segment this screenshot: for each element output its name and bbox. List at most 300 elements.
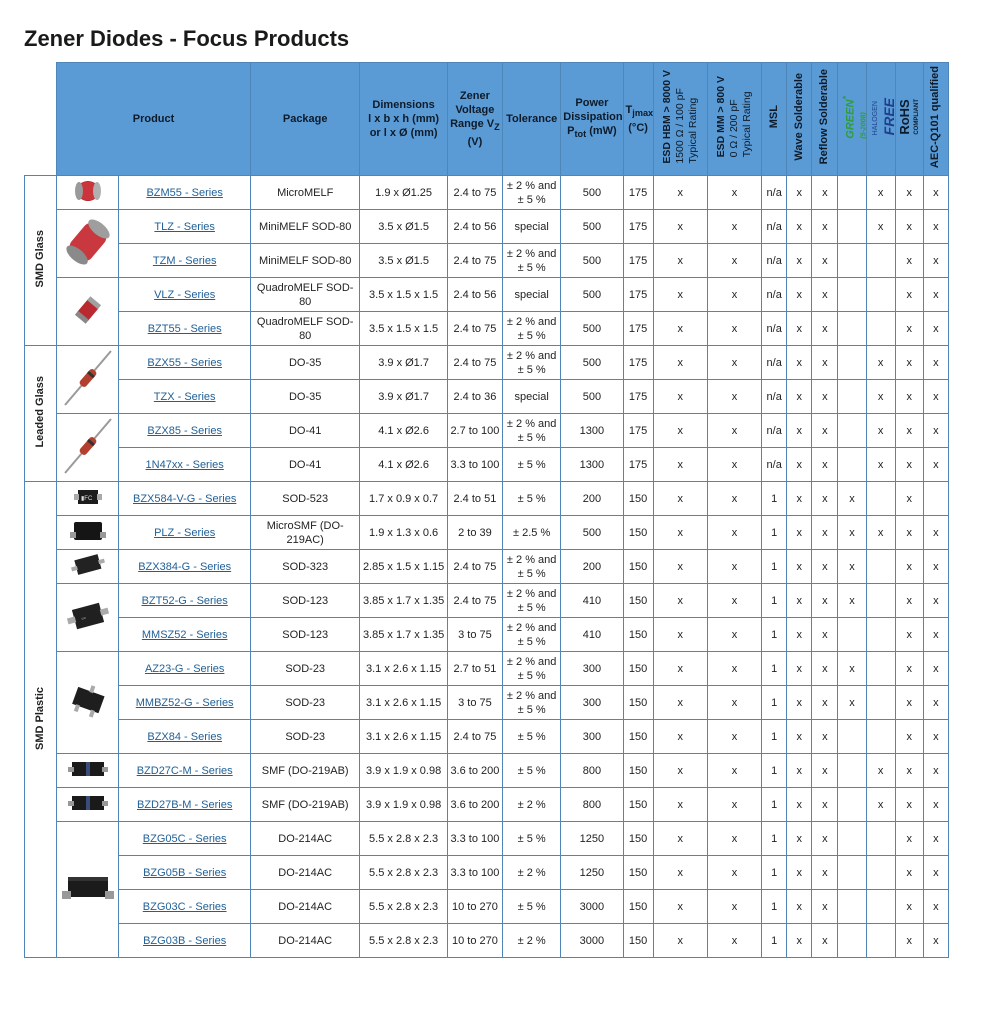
product-cell bbox=[119, 788, 251, 822]
green-cell: x bbox=[838, 482, 866, 516]
halogen-logo-l2: FREE bbox=[880, 98, 897, 136]
hbm-cell: x bbox=[653, 550, 707, 584]
halogen-cell bbox=[866, 244, 895, 278]
product-cell bbox=[119, 618, 251, 652]
header-msl bbox=[762, 63, 787, 176]
product-link[interactable]: BZM55 - Series bbox=[146, 186, 223, 199]
mm-cell: x bbox=[707, 584, 761, 618]
wave-cell: x bbox=[787, 278, 812, 312]
product-link[interactable]: TZX - Series bbox=[153, 390, 216, 403]
reflow-cell: x bbox=[812, 890, 838, 924]
vz-cell: 2.4 to 56 bbox=[447, 278, 502, 312]
dim-cell: 3.85 x 1.7 x 1.35 bbox=[360, 584, 447, 618]
dim-cell: 3.5 x Ø1.5 bbox=[360, 210, 447, 244]
tol-cell: special bbox=[503, 380, 561, 414]
tol-cell: special bbox=[503, 278, 561, 312]
product-cell bbox=[119, 312, 251, 346]
product-link[interactable]: BZG03B - Series bbox=[143, 934, 227, 947]
hbm-cell: x bbox=[653, 414, 707, 448]
package-cell: DO-41 bbox=[250, 414, 359, 448]
msl-cell: n/a bbox=[762, 176, 787, 210]
package-cell: SOD-23 bbox=[250, 720, 359, 754]
wave-cell: x bbox=[787, 482, 812, 516]
wave-cell: x bbox=[787, 550, 812, 584]
wave-cell: x bbox=[787, 720, 812, 754]
group-smd-glass bbox=[25, 176, 57, 346]
halogen-cell bbox=[866, 686, 895, 720]
reflow-cell: x bbox=[812, 244, 838, 278]
reflow-cell: x bbox=[812, 550, 838, 584]
product-cell bbox=[119, 856, 251, 890]
header-wave-label: Wave Solderable bbox=[792, 73, 805, 161]
package-cell: QuadroMELF SOD-80 bbox=[250, 312, 359, 346]
mm-cell: x bbox=[707, 414, 761, 448]
table-row bbox=[25, 210, 949, 244]
aec-cell: x bbox=[923, 550, 948, 584]
product-cell bbox=[119, 890, 251, 924]
msl-cell: 1 bbox=[762, 856, 787, 890]
wave-cell: x bbox=[787, 210, 812, 244]
dim-cell: 3.1 x 2.6 x 1.15 bbox=[360, 686, 447, 720]
halogen-cell bbox=[866, 278, 895, 312]
mm-cell: x bbox=[707, 550, 761, 584]
green-cell bbox=[838, 856, 866, 890]
msl-cell: 1 bbox=[762, 822, 787, 856]
package-cell: MicroSMF (DO-219AC) bbox=[250, 516, 359, 550]
rohs-cell: x bbox=[895, 312, 923, 346]
tj-cell: 150 bbox=[623, 822, 653, 856]
green-cell: x bbox=[838, 550, 866, 584]
product-link[interactable]: 1N47xx - Series bbox=[145, 458, 224, 471]
package-cell: MiniMELF SOD-80 bbox=[250, 210, 359, 244]
product-cell bbox=[119, 652, 251, 686]
vz-cell: 2.4 to 75 bbox=[447, 584, 502, 618]
tj-cell: 150 bbox=[623, 890, 653, 924]
reflow-cell: x bbox=[812, 788, 838, 822]
product-link[interactable]: BZX55 - Series bbox=[147, 356, 222, 369]
hbm-cell: x bbox=[653, 686, 707, 720]
dim-cell: 5.5 x 2.8 x 2.3 bbox=[360, 890, 447, 924]
reflow-cell: x bbox=[812, 312, 838, 346]
header-tj bbox=[623, 63, 653, 176]
tj-cell: 175 bbox=[623, 380, 653, 414]
product-link[interactable]: BZG05B - Series bbox=[143, 866, 227, 879]
msl-cell: 1 bbox=[762, 754, 787, 788]
product-link[interactable]: MMSZ52 - Series bbox=[141, 628, 228, 641]
product-cell bbox=[119, 278, 251, 312]
product-link[interactable]: VLZ - Series bbox=[154, 288, 216, 301]
product-link[interactable]: BZD27B-M - Series bbox=[136, 798, 233, 811]
header-msl-label: MSL bbox=[767, 105, 780, 129]
package-cell: QuadroMELF SOD-80 bbox=[250, 278, 359, 312]
wave-cell: x bbox=[787, 822, 812, 856]
package-cell: SMF (DO-219AB) bbox=[250, 788, 359, 822]
header-reflow bbox=[812, 63, 838, 176]
ptot-cell: 300 bbox=[561, 652, 623, 686]
dim-cell: 3.5 x Ø1.5 bbox=[360, 244, 447, 278]
header-dimensions-l2: l x b x h (mm) bbox=[368, 113, 440, 125]
table-row bbox=[25, 754, 949, 788]
product-link[interactable]: PLZ - Series bbox=[154, 526, 216, 539]
table-row bbox=[25, 788, 949, 822]
tj-cell: 175 bbox=[623, 346, 653, 380]
dim-cell: 1.9 x 1.3 x 0.6 bbox=[360, 516, 447, 550]
hbm-cell: x bbox=[653, 176, 707, 210]
product-link[interactable]: BZG03C - Series bbox=[142, 900, 227, 913]
reflow-cell: x bbox=[812, 278, 838, 312]
msl-cell: n/a bbox=[762, 278, 787, 312]
ptot-cell: 410 bbox=[561, 584, 623, 618]
reflow-cell: x bbox=[812, 448, 838, 482]
reflow-cell: x bbox=[812, 210, 838, 244]
header-product: Product bbox=[57, 63, 251, 176]
dim-cell: 3.1 x 2.6 x 1.15 bbox=[360, 652, 447, 686]
wave-cell: x bbox=[787, 516, 812, 550]
product-cell bbox=[119, 380, 251, 414]
tj-cell: 175 bbox=[623, 278, 653, 312]
header-esd-hbm-l3: Typical Rating bbox=[686, 97, 699, 164]
green-cell bbox=[838, 244, 866, 278]
dim-cell: 3.9 x 1.9 x 0.98 bbox=[360, 754, 447, 788]
ptot-cell: 1300 bbox=[561, 414, 623, 448]
product-link[interactable]: BZT52-G - Series bbox=[141, 594, 228, 607]
page-title: Zener Diodes - Focus Products bbox=[24, 26, 350, 51]
green-cell bbox=[838, 754, 866, 788]
product-cell bbox=[119, 550, 251, 584]
aec-cell: x bbox=[923, 924, 948, 958]
msl-cell: 1 bbox=[762, 686, 787, 720]
rohs-logo-l1: RoHS bbox=[896, 99, 912, 135]
group-leaded-glass-label: Leaded Glass bbox=[34, 376, 47, 448]
hbm-cell: x bbox=[653, 652, 707, 686]
smf-c-icon bbox=[57, 754, 119, 788]
header-tj-sub: jmax bbox=[632, 108, 654, 119]
product-link[interactable]: MMBZ52-G - Series bbox=[135, 696, 234, 709]
mm-cell: x bbox=[707, 482, 761, 516]
ptot-cell: 500 bbox=[561, 516, 623, 550]
tol-cell: ± 2 % and ± 5 % bbox=[503, 176, 561, 210]
header-green bbox=[838, 63, 869, 176]
halogen-cell bbox=[866, 822, 895, 856]
vz-cell: 2.4 to 56 bbox=[447, 210, 502, 244]
mm-cell: x bbox=[707, 686, 761, 720]
dim-cell: 3.9 x 1.9 x 0.98 bbox=[360, 788, 447, 822]
hbm-cell: x bbox=[653, 516, 707, 550]
header-esd-mm-l2: 0 Ω / 200 pF bbox=[728, 99, 741, 158]
vz-cell: 3 to 75 bbox=[447, 618, 502, 652]
wave-cell: x bbox=[787, 924, 812, 958]
package-cell: SOD-523 bbox=[250, 482, 359, 516]
ptot-cell: 500 bbox=[561, 244, 623, 278]
dim-cell: 3.5 x 1.5 x 1.5 bbox=[360, 312, 447, 346]
rohs-cell: x bbox=[895, 482, 923, 516]
ptot-cell: 3000 bbox=[561, 890, 623, 924]
rohs-cell: x bbox=[895, 210, 923, 244]
reflow-cell: x bbox=[812, 924, 838, 958]
svg-text:▮FC: ▮FC bbox=[80, 496, 93, 502]
header-zener-l2: Voltage bbox=[455, 104, 495, 117]
reflow-cell: x bbox=[812, 516, 838, 550]
package-cell: SOD-23 bbox=[250, 652, 359, 686]
aec-cell: x bbox=[923, 210, 948, 244]
package-cell: MicroMELF bbox=[250, 176, 359, 210]
reflow-cell: x bbox=[812, 618, 838, 652]
header-halogen-free bbox=[866, 63, 895, 176]
hbm-cell: x bbox=[653, 210, 707, 244]
tj-cell: 150 bbox=[623, 720, 653, 754]
wave-cell: x bbox=[787, 686, 812, 720]
hbm-cell: x bbox=[653, 448, 707, 482]
hbm-cell: x bbox=[653, 924, 707, 958]
mm-cell: x bbox=[707, 720, 761, 754]
halogen-cell bbox=[866, 890, 895, 924]
do214ac-icon bbox=[57, 822, 119, 958]
tj-cell: 175 bbox=[623, 414, 653, 448]
halogen-cell: x bbox=[866, 754, 895, 788]
wave-cell: x bbox=[787, 754, 812, 788]
group-smd-plastic bbox=[25, 482, 57, 958]
product-cell bbox=[119, 482, 251, 516]
minimelf-icon bbox=[57, 210, 119, 278]
ptot-cell: 3000 bbox=[561, 924, 623, 958]
rohs-cell: x bbox=[895, 618, 923, 652]
dim-cell: 5.5 x 2.8 x 2.3 bbox=[360, 856, 447, 890]
aec-cell: x bbox=[923, 312, 948, 346]
wave-cell: x bbox=[787, 414, 812, 448]
tol-cell: ± 5 % bbox=[503, 890, 561, 924]
header-esd-hbm-l1: ESD HBM > 8000 V bbox=[660, 70, 673, 164]
table-row bbox=[25, 584, 949, 618]
table-row bbox=[25, 652, 949, 686]
rohs-cell: x bbox=[895, 720, 923, 754]
ptot-cell: 500 bbox=[561, 312, 623, 346]
halogen-logo-l1: HALOGEN bbox=[871, 101, 879, 136]
hbm-cell: x bbox=[653, 856, 707, 890]
msl-cell: n/a bbox=[762, 448, 787, 482]
ptot-cell: 500 bbox=[561, 346, 623, 380]
header-power-l1: Power bbox=[575, 97, 609, 110]
halogen-cell bbox=[866, 924, 895, 958]
header-power bbox=[561, 63, 623, 176]
mm-cell: x bbox=[707, 380, 761, 414]
tol-cell: ± 2 % bbox=[503, 856, 561, 890]
wave-cell: x bbox=[787, 618, 812, 652]
tj-cell: 175 bbox=[623, 312, 653, 346]
reflow-cell: x bbox=[812, 584, 838, 618]
table-row bbox=[25, 720, 949, 754]
mm-cell: x bbox=[707, 924, 761, 958]
tol-cell: ± 2 % and ± 5 % bbox=[503, 550, 561, 584]
table-row bbox=[25, 550, 949, 584]
header-zener-l1: Zener bbox=[459, 90, 490, 103]
hbm-cell: x bbox=[653, 720, 707, 754]
rohs-logo-l2: COMPLIANT bbox=[913, 99, 920, 135]
green-cell bbox=[838, 176, 866, 210]
dim-cell: 4.1 x Ø2.6 bbox=[360, 448, 447, 482]
header-zener-l3: Range V bbox=[450, 118, 495, 131]
reflow-cell: x bbox=[812, 380, 838, 414]
quadromelf-icon bbox=[57, 278, 119, 346]
reflow-cell: x bbox=[812, 482, 838, 516]
hbm-cell: x bbox=[653, 754, 707, 788]
vz-cell: 10 to 270 bbox=[447, 924, 502, 958]
table-row bbox=[25, 686, 949, 720]
tj-cell: 175 bbox=[623, 176, 653, 210]
product-link[interactable]: BZX85 - Series bbox=[147, 424, 222, 437]
msl-cell: 1 bbox=[762, 618, 787, 652]
package-cell: DO-214AC bbox=[250, 924, 359, 958]
wave-cell: x bbox=[787, 584, 812, 618]
do41-diode-icon bbox=[57, 414, 119, 482]
tol-cell: special bbox=[503, 210, 561, 244]
svg-text:▫▫: ▫▫ bbox=[80, 615, 87, 623]
microsmf-icon bbox=[57, 516, 119, 550]
vz-cell: 2.7 to 100 bbox=[447, 414, 502, 448]
green-cell bbox=[838, 380, 866, 414]
hbm-cell: x bbox=[653, 822, 707, 856]
product-link[interactable]: TLZ - Series bbox=[154, 220, 215, 233]
hbm-cell: x bbox=[653, 788, 707, 822]
hbm-cell: x bbox=[653, 278, 707, 312]
rohs-cell: x bbox=[895, 176, 923, 210]
header-esd-hbm-l2: 1500 Ω / 100 pF bbox=[673, 88, 686, 164]
table-row bbox=[25, 414, 949, 448]
product-link[interactable]: BZX384-G - Series bbox=[138, 560, 232, 573]
rohs-cell: x bbox=[895, 924, 923, 958]
header-esd-mm bbox=[707, 63, 761, 176]
product-cell bbox=[119, 448, 251, 482]
product-link[interactable]: BZD27C-M - Series bbox=[136, 764, 233, 777]
header-tj-label: T bbox=[625, 104, 633, 117]
header-dimensions bbox=[360, 63, 447, 176]
wave-cell: x bbox=[787, 890, 812, 924]
tol-cell: ± 5 % bbox=[503, 754, 561, 788]
rohs-cell: x bbox=[895, 244, 923, 278]
mm-cell: x bbox=[707, 856, 761, 890]
header-power-l2: Dissipation bbox=[563, 111, 623, 124]
rohs-cell: x bbox=[895, 278, 923, 312]
msl-cell: 1 bbox=[762, 584, 787, 618]
vz-cell: 2.4 to 75 bbox=[447, 244, 502, 278]
aec-cell: x bbox=[923, 856, 948, 890]
mm-cell: x bbox=[707, 210, 761, 244]
product-link[interactable]: BZT55 - Series bbox=[147, 322, 222, 335]
ptot-cell: 500 bbox=[561, 176, 623, 210]
micromelf-icon bbox=[57, 176, 119, 210]
product-link[interactable]: BZG05C - Series bbox=[142, 832, 227, 845]
msl-cell: 1 bbox=[762, 890, 787, 924]
halogen-cell: x bbox=[866, 380, 895, 414]
sot23-icon bbox=[57, 652, 119, 754]
halogen-cell: x bbox=[866, 448, 895, 482]
vz-cell: 2.4 to 75 bbox=[447, 550, 502, 584]
hbm-cell: x bbox=[653, 618, 707, 652]
reflow-cell: x bbox=[812, 414, 838, 448]
header-esd-mm-l3: Typical Rating bbox=[741, 91, 754, 158]
vz-cell: 3.3 to 100 bbox=[447, 448, 502, 482]
msl-cell: n/a bbox=[762, 244, 787, 278]
halogen-cell: x bbox=[866, 210, 895, 244]
package-cell: SOD-123 bbox=[250, 618, 359, 652]
product-cell bbox=[119, 176, 251, 210]
header-dimensions-l1: Dimensions bbox=[372, 99, 435, 111]
package-cell: DO-214AC bbox=[250, 856, 359, 890]
tol-cell: ± 5 % bbox=[503, 720, 561, 754]
mm-cell: x bbox=[707, 516, 761, 550]
rohs-cell: x bbox=[895, 584, 923, 618]
rohs-cell: x bbox=[895, 822, 923, 856]
group-leaded-glass bbox=[25, 346, 57, 482]
aec-cell: x bbox=[923, 890, 948, 924]
product-link[interactable]: BZX584-V-G - Series bbox=[133, 492, 237, 505]
halogen-cell bbox=[866, 482, 895, 516]
tol-cell: ± 2 % and ± 5 % bbox=[503, 618, 561, 652]
tol-cell: ± 2 % and ± 5 % bbox=[503, 346, 561, 380]
product-link[interactable]: TZM - Series bbox=[152, 254, 217, 267]
aec-cell: x bbox=[923, 244, 948, 278]
dim-cell: 5.5 x 2.8 x 2.3 bbox=[360, 924, 447, 958]
ptot-cell: 1250 bbox=[561, 856, 623, 890]
rohs-cell: x bbox=[895, 448, 923, 482]
dim-cell: 3.9 x Ø1.7 bbox=[360, 380, 447, 414]
vz-cell: 3.3 to 100 bbox=[447, 822, 502, 856]
halogen-cell: x bbox=[866, 176, 895, 210]
wave-cell: x bbox=[787, 312, 812, 346]
sod323-icon bbox=[57, 550, 119, 584]
header-tj-unit: (°C) bbox=[628, 121, 648, 134]
green-cell bbox=[838, 346, 866, 380]
tol-cell: ± 2 % and ± 5 % bbox=[503, 652, 561, 686]
product-link[interactable]: BZX84 - Series bbox=[147, 730, 222, 743]
ptot-cell: 1250 bbox=[561, 822, 623, 856]
vz-cell: 3.3 to 100 bbox=[447, 856, 502, 890]
table-row bbox=[25, 448, 949, 482]
product-link[interactable]: AZ23-G - Series bbox=[144, 662, 225, 675]
wave-cell: x bbox=[787, 652, 812, 686]
green-cell bbox=[838, 618, 866, 652]
package-cell: DO-35 bbox=[250, 380, 359, 414]
package-cell: DO-214AC bbox=[250, 822, 359, 856]
tj-cell: 150 bbox=[623, 652, 653, 686]
wave-cell: x bbox=[787, 788, 812, 822]
halogen-cell bbox=[866, 618, 895, 652]
table-row bbox=[25, 618, 949, 652]
product-table bbox=[24, 62, 949, 958]
msl-cell: n/a bbox=[762, 210, 787, 244]
msl-cell: n/a bbox=[762, 346, 787, 380]
halogen-cell: x bbox=[866, 788, 895, 822]
tj-cell: 150 bbox=[623, 788, 653, 822]
hbm-cell: x bbox=[653, 346, 707, 380]
table-row bbox=[25, 346, 949, 380]
mm-cell: x bbox=[707, 754, 761, 788]
vz-cell: 2.4 to 75 bbox=[447, 720, 502, 754]
rohs-cell: x bbox=[895, 414, 923, 448]
aec-cell: x bbox=[923, 652, 948, 686]
reflow-cell: x bbox=[812, 346, 838, 380]
mm-cell: x bbox=[707, 890, 761, 924]
mm-cell: x bbox=[707, 176, 761, 210]
green-cell: x bbox=[838, 516, 866, 550]
aec-cell: x bbox=[923, 618, 948, 652]
ptot-cell: 800 bbox=[561, 754, 623, 788]
product-cell bbox=[119, 822, 251, 856]
vz-cell: 2.4 to 75 bbox=[447, 176, 502, 210]
product-cell bbox=[119, 346, 251, 380]
vz-cell: 2.4 to 51 bbox=[447, 482, 502, 516]
header-power-sub: tot bbox=[574, 129, 587, 140]
header-zener-voltage bbox=[447, 63, 502, 176]
